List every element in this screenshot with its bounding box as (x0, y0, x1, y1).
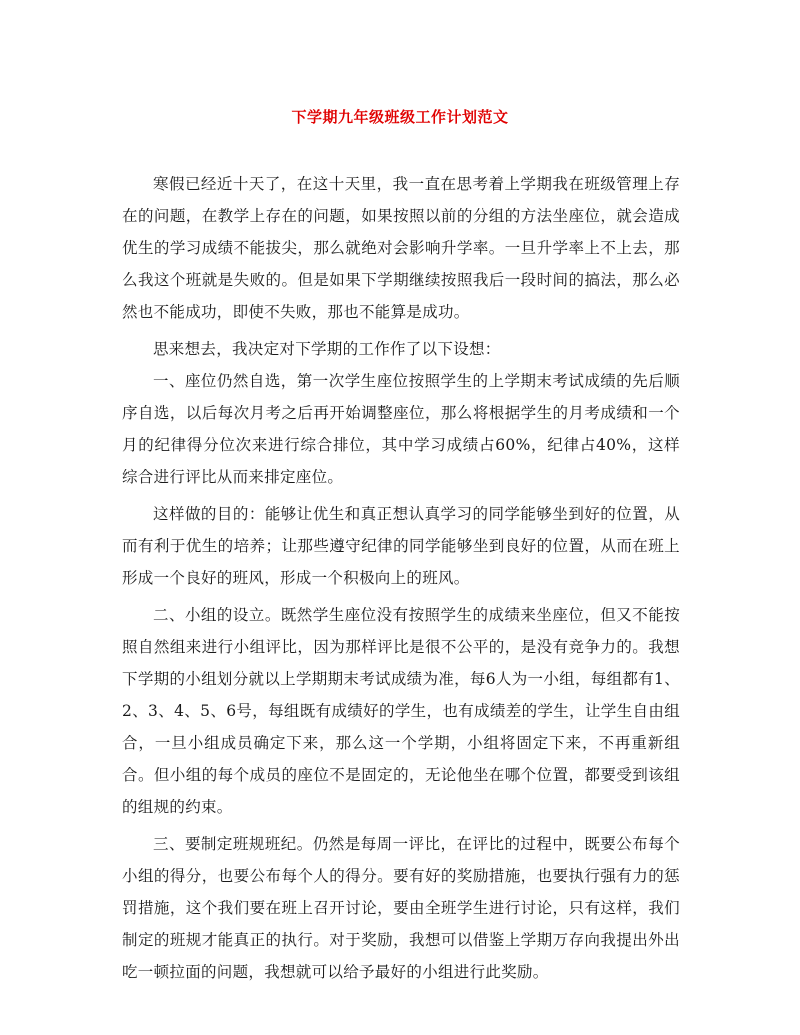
document-title: 下学期九年级班级工作计划范文 (291, 108, 509, 126)
paragraph-plan-intro: 思来想去，我决定对下学期的工作作了以下设想： (153, 340, 501, 358)
paragraph-seating-purpose: 这样做的目的：能够让优生和真正想认真学习的同学能够坐到好的位置，从而有利于优生的培养；让那些遵守纪律的同学能够坐到良好的位置，从而在班上形成一个良好的班风，形成一个积极向上的班风。 (122, 505, 680, 587)
document-body (122, 168, 680, 988)
paragraph-groups: 二、小组的设立。既然学生座位没有按照学生的成绩来坐座位，但又不能按照自然组来进行小组评比，因为那样评比是很不公平的，是没有竞争力的。我想下学期的小组划分就以上学期期末考试成绩为准，每6人为一小组，每组都有1、2、3、4、5、6号，每组既有成绩好的学生，也有成绩差的学生，让学生自由组合，一旦小组成员确定下来，那么这一个学期，小组将固定下来，不再重新组合。但小组的每个成员的座位不是固定的，无论他坐在哪个位置，都要受到该组的组规的约束。 (122, 606, 680, 816)
paragraph-class-rules: 三、要制定班规班纪。仍然是每周一评比，在评比的过程中，既要公布每个小组的得分，也要公布每个人的得分。要有好的奖励措施，也要执行强有力的惩罚措施，这个我们要在班上召开讨论，要由全班学生进行讨论，只有这样，我们制定的班规才能真正的执行。对于奖励，我想可以借鉴上学期万存向我提出外出吃一顿拉面的问题，我想就可以给予最好的小组进行此奖励。 (122, 835, 680, 981)
paragraph-seating: 一、座位仍然自选，第一次学生座位按照学生的上学期末考试成绩的先后顺序自选，以后每次月考之后再开始调整座位，那么将根据学生的月考成绩和一个月的纪律得分位次来进行综合排位，其中学习成绩占60%，纪律占40%，这样综合进行评比从而来排定座位。 (122, 372, 680, 486)
paragraph-intro: 寒假已经近十天了，在这十天里，我一直在思考着上学期我在班级管理上存在的问题，在教学上存在的问题，如果按照以前的分组的方法坐座位，就会造成优生的学习成绩不能拔尖，那么就绝对会影响升学率。一旦升学率上不上去，那么我这个班就是失败的。但是如果下学期继续按照我后一段时间的搞法，那么必然也不能成功，即使不失败，那也不能算是成功。 (122, 175, 680, 321)
